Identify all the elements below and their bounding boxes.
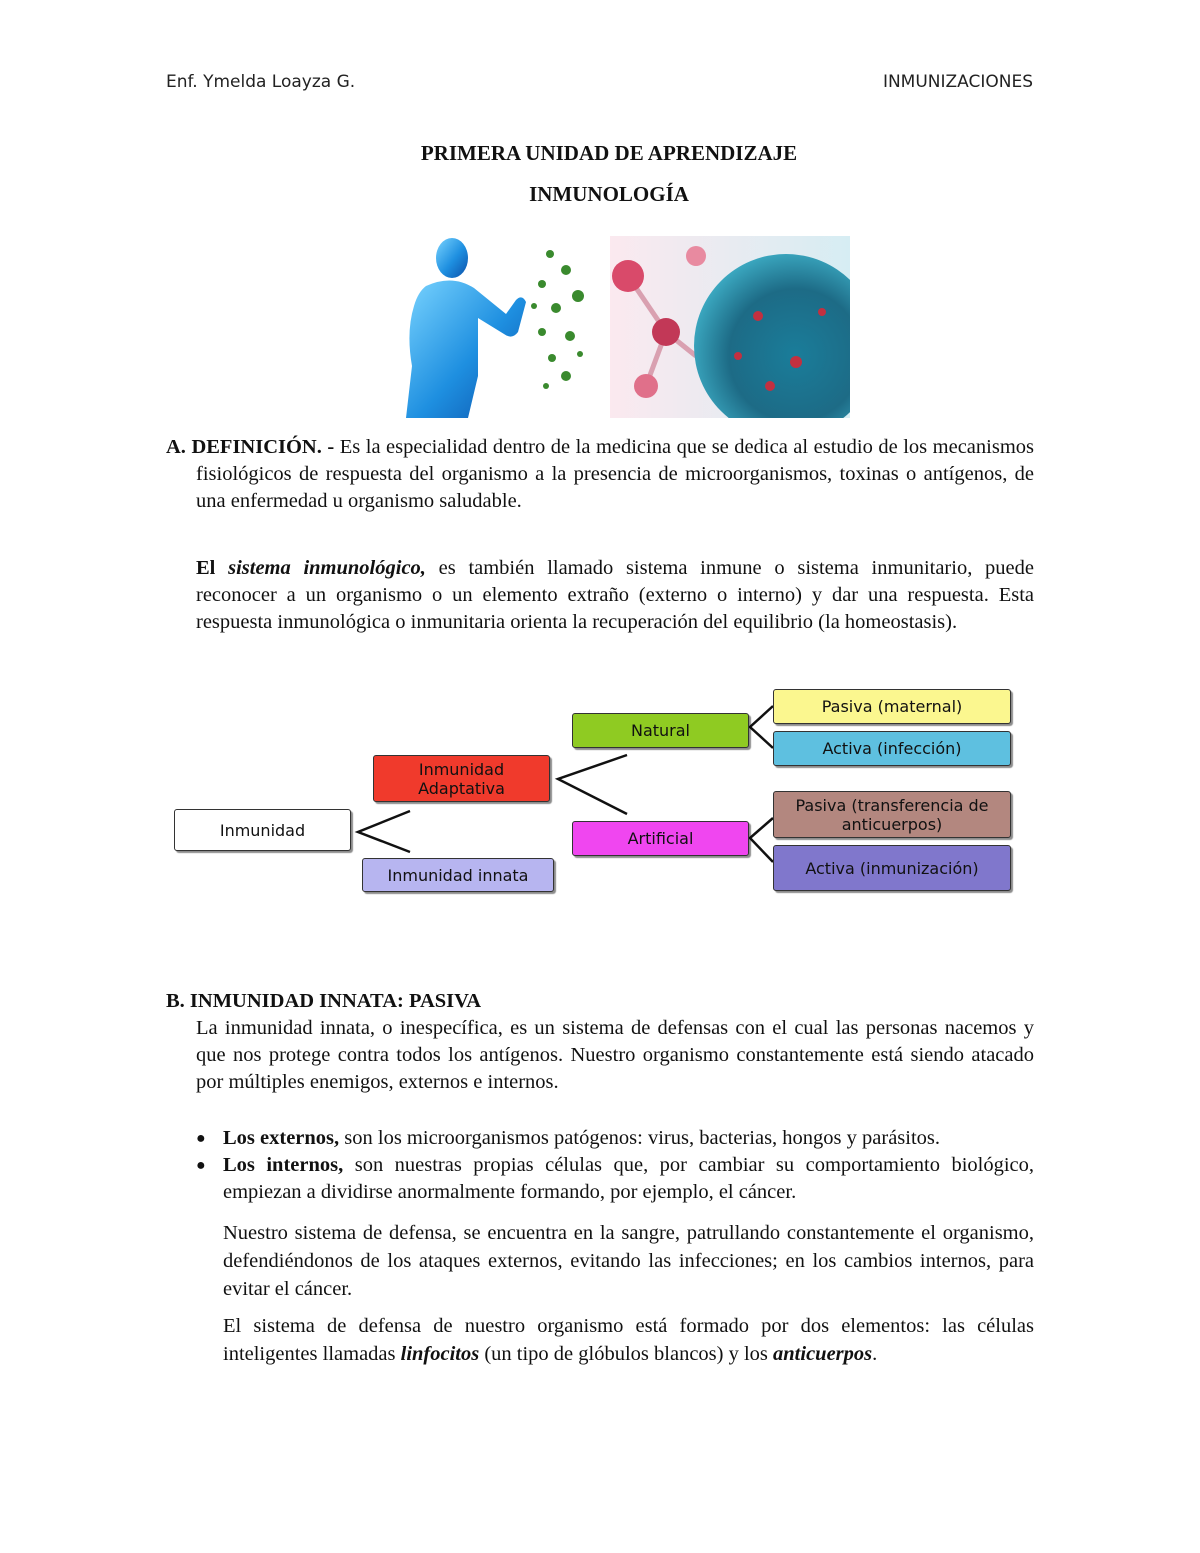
- immune-system-text: es también llamado sistema inmune o sistema inmunitario, puede reconocer a un organismo o un elemento extraño (externo o interno) y dar una respuesta. Esta respuesta inmunológica o inmunitaria orienta la recuperación del equilibrio (la homeostasis).: [196, 557, 1034, 633]
- bullet-icon: ●: [196, 1130, 206, 1147]
- definition-paragraph: [166, 434, 1034, 515]
- header-course: INMUNIZACIONES: [882, 72, 1033, 92]
- elements-paragraph: El sistema de defensa de nuestro organismo está formado por dos elementos: las células inteligentes llamadas linfocitos (un tipo de glóbulos blancos) y los anticuerpos.: [223, 1315, 1034, 1365]
- topic-title: INMUNOLOGÍA: [529, 182, 689, 206]
- immune-system-term: sistema inmunológico,: [228, 557, 426, 579]
- innate-intro-paragraph: La inmunidad innata, o inespecífica, es un sistema de defensas con el cual las personas nacemos y que nos protege contra todos los antígenos. Nuestro organismo constantemente está siendo atacado por múltiples enemigos, externos e internos.: [196, 1017, 1034, 1093]
- p2-el: El: [196, 557, 229, 579]
- node-inmunidad: Inmunidad: [174, 809, 351, 851]
- list-item: ● Los internos, son nuestras propias células que, por cambiar su comportamiento biológico, empiezan a dividirse anormalmente formando, por ejemplo, el cáncer.: [196, 1154, 1035, 1203]
- node-inmunidad-adaptativa: Inmunidad Adaptativa: [373, 755, 550, 802]
- definition-text: Es la especialidad dentro de la medicina que se dedica al estudio de los mecanismos fisiológicos de respuesta del organismo a la presencia de microorganismos, toxinas o antígenos, de una enfermedad u organismo saludable.: [196, 436, 1034, 512]
- section-b-heading: B. INMUNIDAD INNATA: PASIVA: [166, 990, 482, 1012]
- list-item: ● Los externos, son los microorganismos patógenos: virus, bacterias, hongos y parásitos.: [223, 1125, 1034, 1152]
- node-artificial: Artificial: [572, 821, 749, 856]
- unit-title: PRIMERA UNIDAD DE APRENDIZAJE: [420, 141, 798, 165]
- defense-paragraph: Nuestro sistema de defensa, se encuentra en la sangre, patrullando constantemente el organismo, defendiéndonos de los ataques externos, evitando las infecciones; en los cambios internos, para evitar el cáncer.: [223, 1222, 1034, 1300]
- linfocitos-term: linfocitos: [400, 1343, 480, 1365]
- section-a-heading: A. DEFINICIÓN. -: [166, 436, 335, 458]
- virus-particles-icon: [531, 250, 584, 389]
- human-figure-icon: [406, 238, 526, 418]
- header-author: Enf. Ymelda Loayza G.: [166, 72, 356, 92]
- node-pasiva-transferencia: Pasiva (transferencia de anticuerpos): [773, 791, 1011, 838]
- anticuerpos-term: anticuerpos: [773, 1343, 873, 1365]
- bullet-icon: ●: [196, 1157, 206, 1174]
- immunology-illustration: [366, 236, 850, 418]
- node-inmunidad-innata: Inmunidad innata: [362, 858, 554, 892]
- immune-system-paragraph: [196, 555, 1034, 636]
- node-pasiva-maternal: Pasiva (maternal): [773, 689, 1011, 724]
- node-activa-inmunizacion: Activa (inmunización): [773, 845, 1011, 891]
- node-natural: Natural: [572, 713, 749, 748]
- enemies-list: [196, 1125, 1035, 1206]
- node-activa-infeccion: Activa (infección): [773, 731, 1011, 766]
